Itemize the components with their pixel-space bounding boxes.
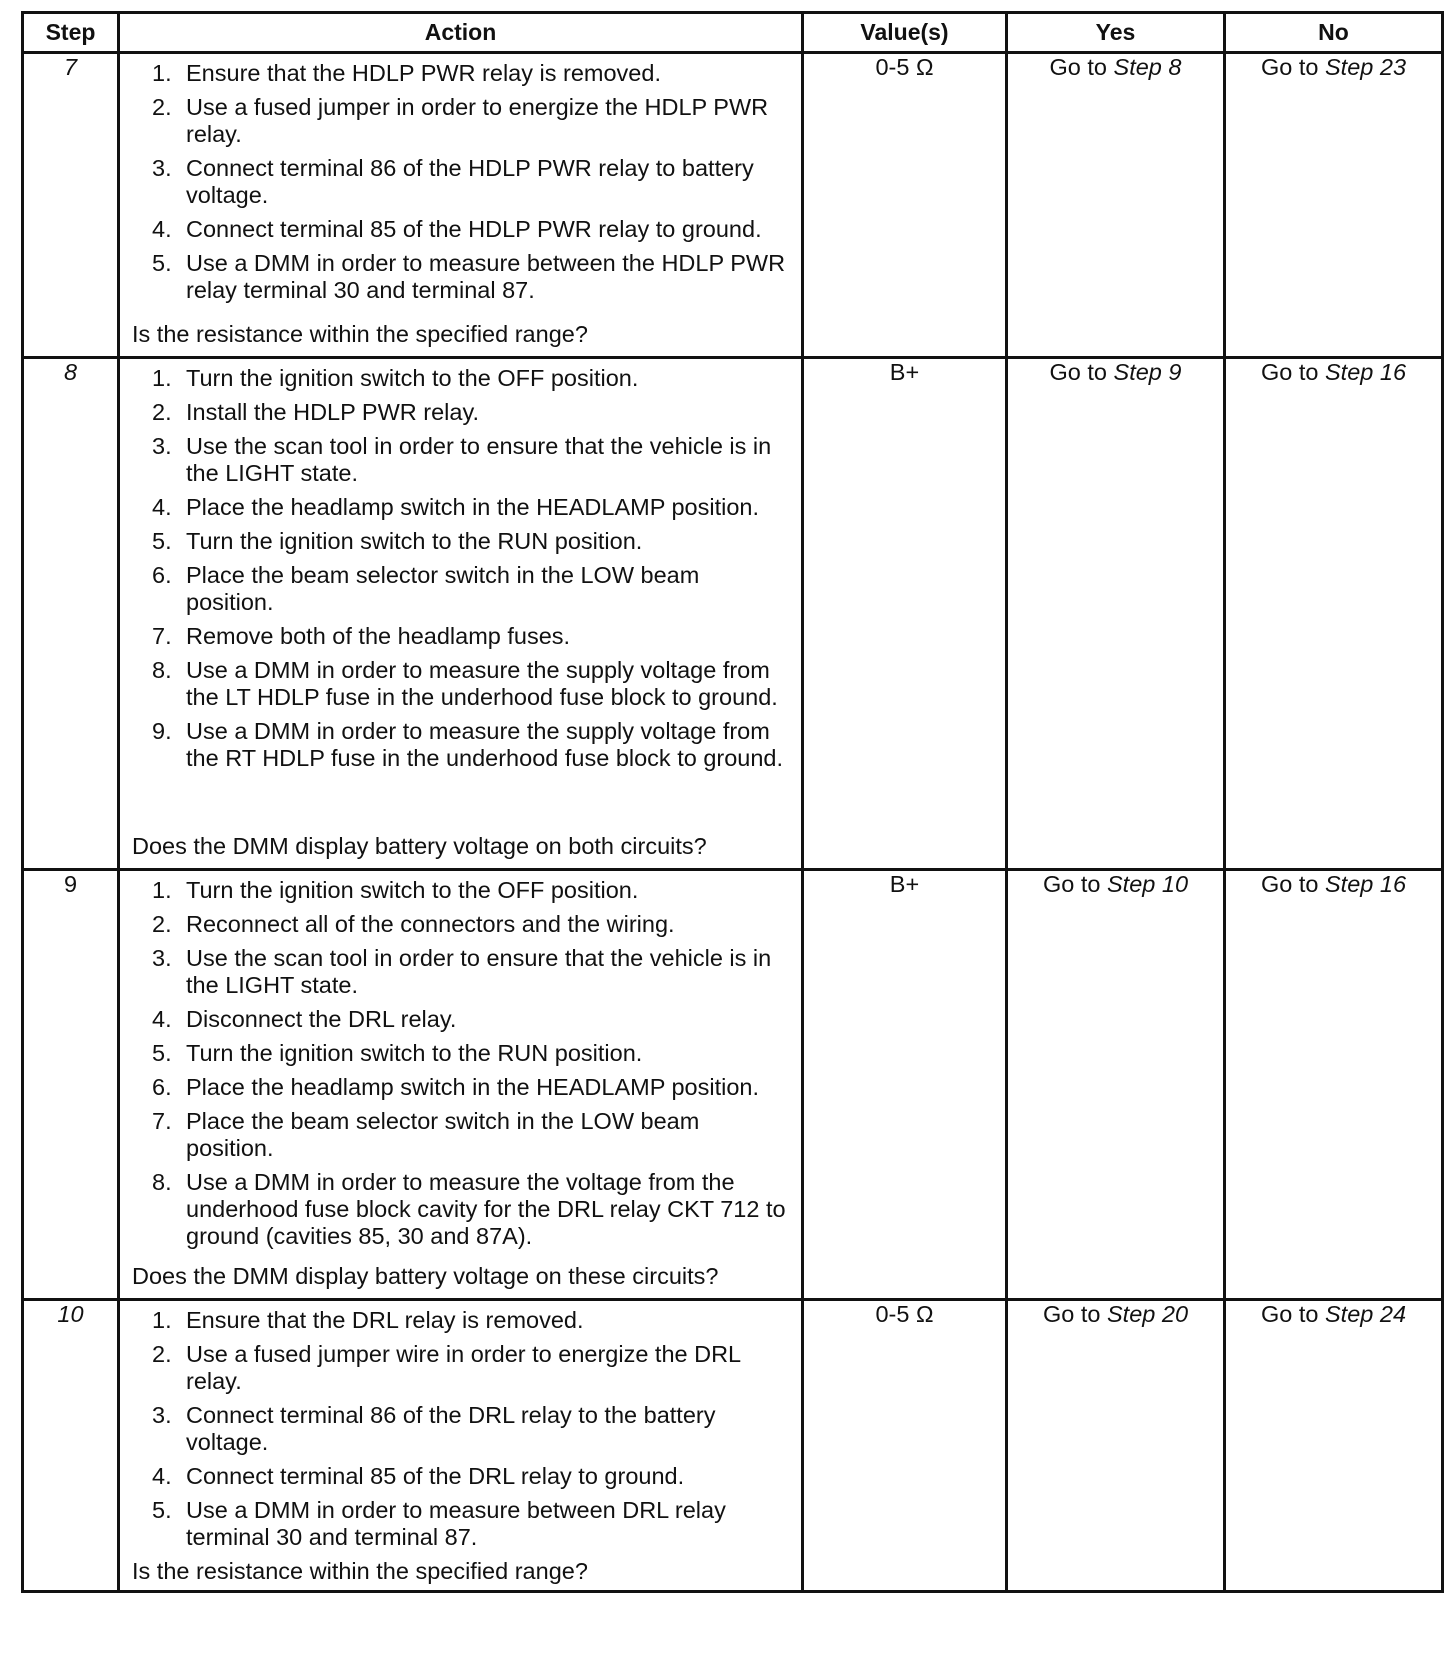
action-cell xyxy=(119,358,803,870)
header-row xyxy=(23,13,1443,53)
action-cell xyxy=(119,1300,803,1592)
yes-link: Step 20 xyxy=(1107,1301,1189,1327)
list-item: 5. Turn the ignition switch to the RUN position. xyxy=(152,1040,643,1066)
list-item: 2. Use a fused jumper in order to energize the HDLP PWR relay. xyxy=(152,94,769,147)
no-cell: Go to Step 16 xyxy=(1225,358,1443,870)
no-link: Step 16 xyxy=(1325,871,1407,897)
header-yes: Yes xyxy=(1007,13,1225,53)
yes-cell: Go to Step 8 xyxy=(1007,53,1225,358)
action-question: Is the resistance within the specified range? xyxy=(132,1558,588,1584)
table-row xyxy=(23,358,1443,870)
list-item: 7. Place the beam selector switch in the LOW beam position. xyxy=(152,1108,700,1161)
no-cell: Go to Step 24 xyxy=(1225,1300,1443,1592)
value-cell: B+ xyxy=(803,358,1007,870)
list-item: 7. Remove both of the headlamp fuses. xyxy=(152,623,571,649)
header-no: No xyxy=(1225,13,1443,53)
header-action: Action xyxy=(119,13,803,53)
list-item: 4. Connect terminal 85 of the DRL relay to ground. xyxy=(152,1463,685,1489)
table-row xyxy=(23,870,1443,1300)
yes-cell: Go to Step 9 xyxy=(1007,358,1225,870)
no-link: Step 16 xyxy=(1325,359,1407,385)
no-link: Step 23 xyxy=(1325,54,1407,80)
step-number: 9 xyxy=(23,870,119,1300)
action-question: Is the resistance within the specified range? xyxy=(132,321,588,347)
list-item: 1. Turn the ignition switch to the OFF position. xyxy=(152,365,639,391)
list-item: 5. Use a DMM in order to measure between DRL relay terminal 30 and terminal 87. xyxy=(152,1497,726,1550)
list-item: 8. Use a DMM in order to measure the supply voltage from the LT HDLP fuse in the underhood fuse block to ground. xyxy=(152,657,778,710)
list-item: 2. Use a fused jumper wire in order to energize the DRL relay. xyxy=(152,1341,741,1394)
action-list xyxy=(120,54,801,311)
list-item: 1. Turn the ignition switch to the OFF position. xyxy=(152,877,639,903)
header-values: Value(s) xyxy=(803,13,1007,53)
yes-cell: Go to Step 20 xyxy=(1007,1300,1225,1592)
list-item: 1. Ensure that the HDLP PWR relay is removed. xyxy=(152,60,661,86)
step-number: 7 xyxy=(23,53,119,358)
action-list xyxy=(120,871,801,1257)
value-cell: 0-5 Ω xyxy=(803,1300,1007,1592)
table-row xyxy=(23,53,1443,358)
action-cell xyxy=(119,53,803,358)
list-item: 2. Install the HDLP PWR relay. xyxy=(152,399,479,425)
yes-cell: Go to Step 10 xyxy=(1007,870,1225,1300)
list-item: 3. Connect terminal 86 of the DRL relay to the battery voltage. xyxy=(152,1402,716,1455)
yes-link: Step 10 xyxy=(1107,871,1189,897)
list-item: 4. Disconnect the DRL relay. xyxy=(152,1006,457,1032)
list-item: 5. Turn the ignition switch to the RUN position. xyxy=(152,528,643,554)
action-list xyxy=(120,359,801,779)
list-item: 2. Reconnect all of the connectors and the wiring. xyxy=(152,911,675,937)
value-cell: 0-5 Ω xyxy=(803,53,1007,358)
list-item: 4. Place the headlamp switch in the HEADLAMP position. xyxy=(152,494,760,520)
diagnostic-table xyxy=(21,11,1444,1593)
no-cell: Go to Step 16 xyxy=(1225,870,1443,1300)
action-list xyxy=(120,1301,801,1558)
no-cell: Go to Step 23 xyxy=(1225,53,1443,358)
action-question: Does the DMM display battery voltage on both circuits? xyxy=(132,833,707,859)
value-cell: B+ xyxy=(803,870,1007,1300)
list-item: 5. Use a DMM in order to measure between the HDLP PWR relay terminal 30 and terminal 87. xyxy=(152,250,786,303)
action-cell xyxy=(119,870,803,1300)
step-number: 8 xyxy=(23,358,119,870)
table-row xyxy=(23,1300,1443,1592)
yes-link: Step 8 xyxy=(1113,54,1182,80)
list-item: 6. Place the headlamp switch in the HEADLAMP position. xyxy=(152,1074,760,1100)
yes-link: Step 9 xyxy=(1113,359,1182,385)
list-item: 4. Connect terminal 85 of the HDLP PWR relay to ground. xyxy=(152,216,762,242)
list-item: 9. Use a DMM in order to measure the supply voltage from the RT HDLP fuse in the underhood fuse block to ground. xyxy=(152,718,784,771)
list-item: 3. Use the scan tool in order to ensure that the vehicle is in the LIGHT state. xyxy=(152,945,772,998)
list-item: 8. Use a DMM in order to measure the voltage from the underhood fuse block cavity for the DRL relay CKT 712 to ground (cavities 85, 30 and 87A). xyxy=(152,1169,786,1249)
list-item: 6. Place the beam selector switch in the LOW beam position. xyxy=(152,562,700,615)
action-question: Does the DMM display battery voltage on these circuits? xyxy=(132,1263,719,1289)
list-item: 3. Connect terminal 86 of the HDLP PWR relay to battery voltage. xyxy=(152,155,754,208)
header-step: Step xyxy=(23,13,119,53)
step-number: 10 xyxy=(23,1300,119,1592)
no-link: Step 24 xyxy=(1325,1301,1407,1327)
list-item: 3. Use the scan tool in order to ensure that the vehicle is in the LIGHT state. xyxy=(152,433,772,486)
list-item: 1. Ensure that the DRL relay is removed. xyxy=(152,1307,584,1333)
